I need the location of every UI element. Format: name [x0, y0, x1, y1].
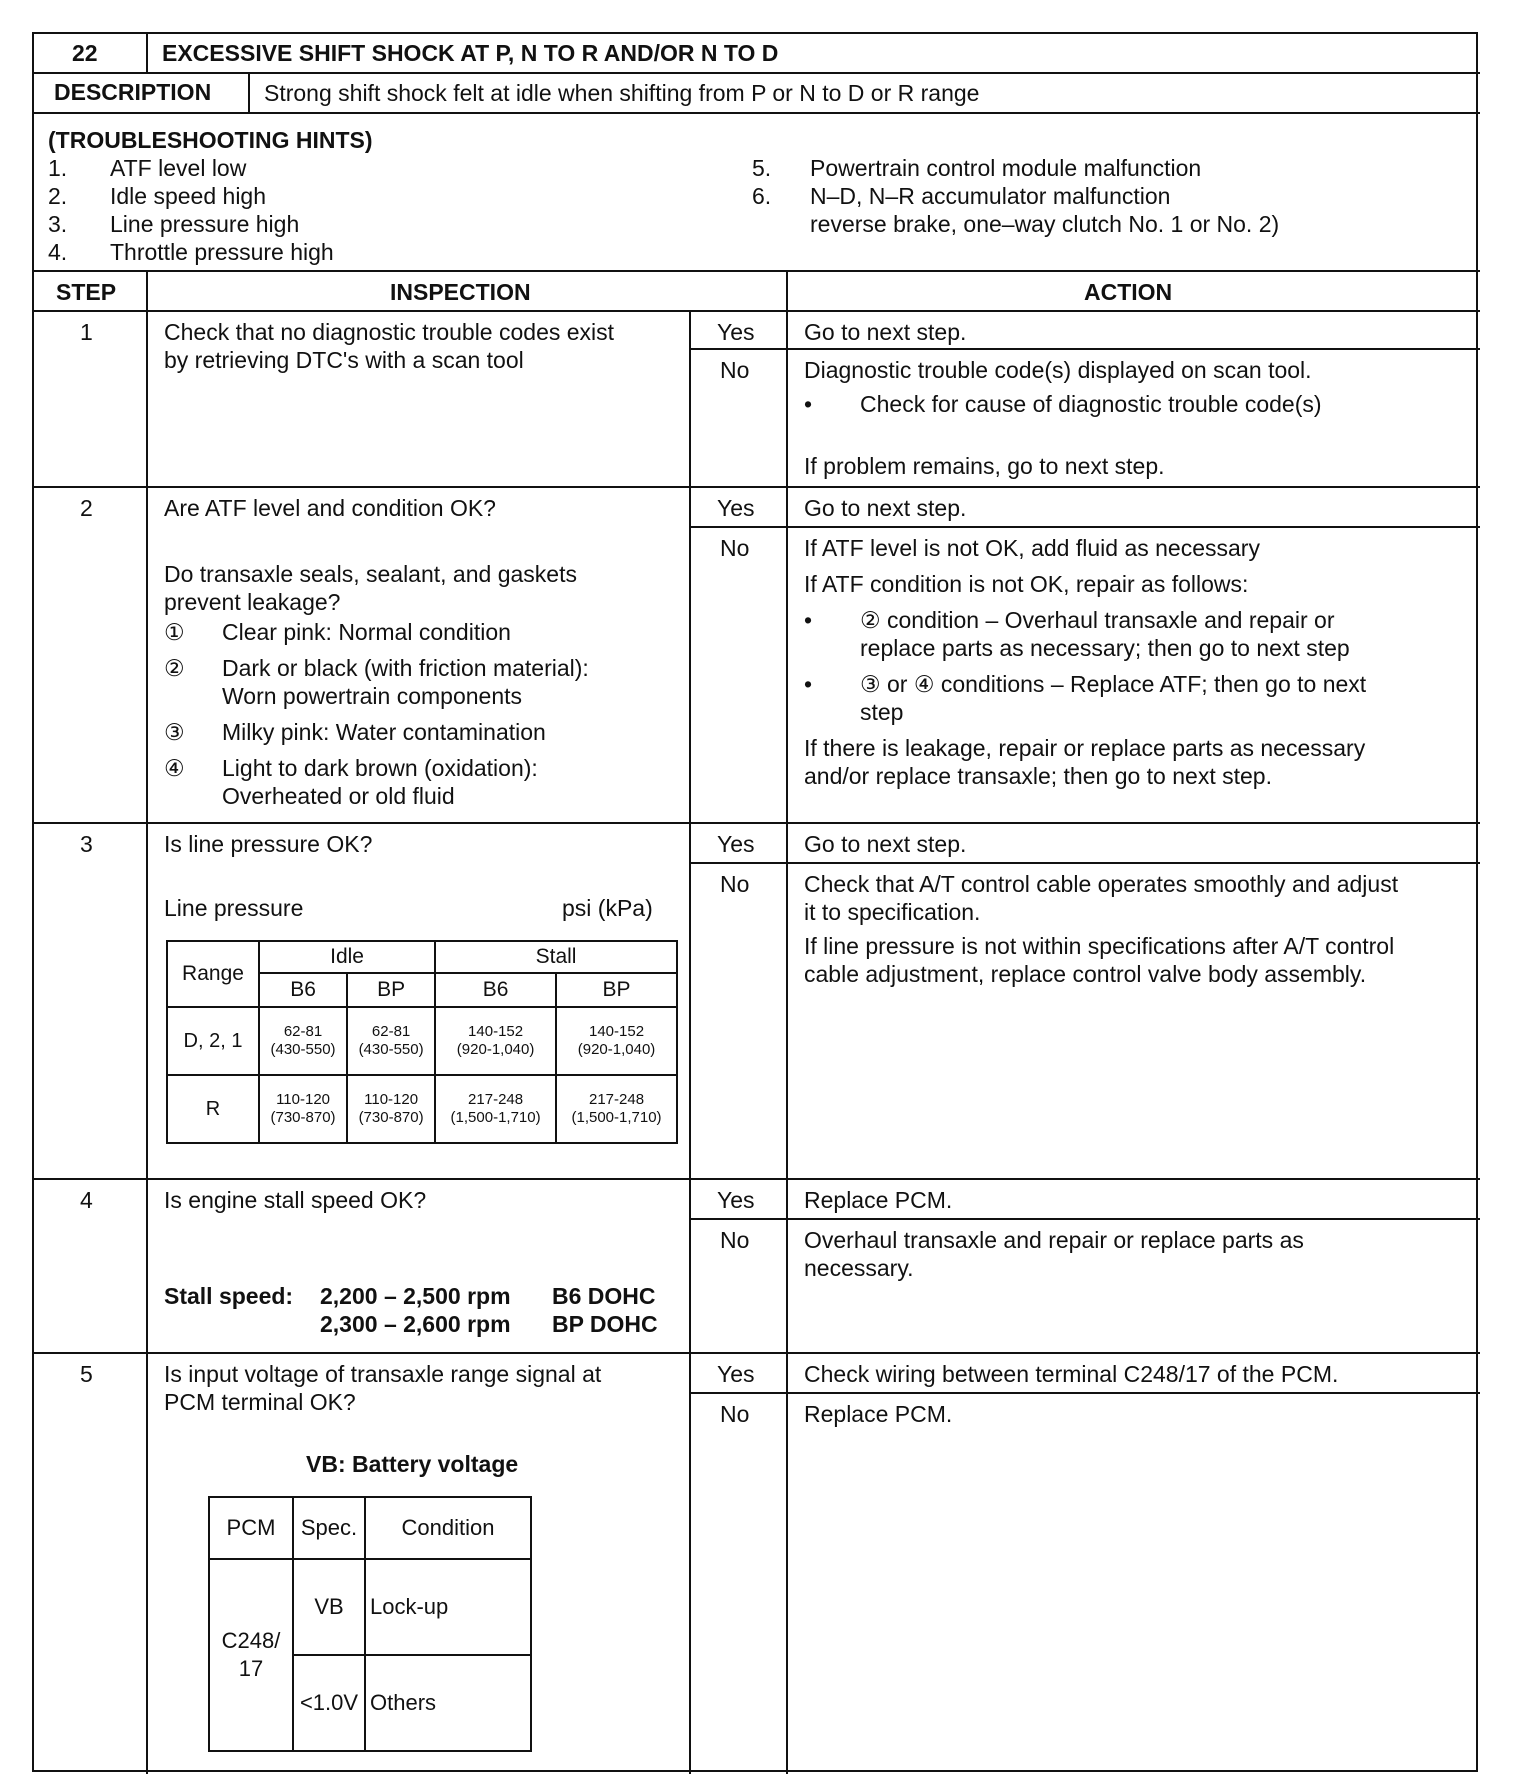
no-action: and/or replace transaxle; then go to next step. [804, 763, 1272, 789]
pressure-cell: 110-120 (730-870) [259, 1075, 347, 1143]
column-action: ACTION [1084, 279, 1173, 305]
no-action: Replace PCM. [804, 1401, 953, 1427]
no-label: No [720, 357, 750, 383]
condition-text: Clear pink: Normal condition [222, 619, 511, 645]
no-action: Overhaul transaxle and repair or replace parts as [804, 1227, 1304, 1253]
no-action: Diagnostic trouble code(s) displayed on scan tool. [804, 357, 1312, 383]
pressure-cell: 62-81 (430-550) [259, 1007, 347, 1075]
engine-label: BP DOHC [552, 1311, 658, 1337]
pressure-cell: 217-248 (1,500-1,710) [435, 1075, 556, 1143]
condition-mark: ④ [164, 755, 185, 781]
condition-text: Dark or black (with friction material): [222, 655, 589, 681]
engine-label: B6 DOHC [552, 1283, 656, 1309]
pressure-cell: 140-152 (920-1,040) [556, 1007, 677, 1075]
idle-header: Idle [259, 941, 435, 973]
hint-num: 2. [48, 183, 68, 209]
yes-label: Yes [717, 495, 755, 521]
condition-mark: ② [164, 655, 185, 681]
stall-header: Stall [435, 941, 677, 973]
no-action: Check for cause of diagnostic trouble code(s) [860, 391, 1322, 417]
divider [248, 72, 250, 112]
terminal-cell: C248/ 17 [209, 1559, 293, 1751]
no-action: ③ or ④ conditions – Replace ATF; then go to next [860, 671, 1367, 697]
step-number: 4 [80, 1187, 93, 1213]
inspection-text: Is engine stall speed OK? [164, 1187, 427, 1213]
no-label: No [720, 1227, 750, 1253]
no-action: If line pressure is not within specifications after A/T control [804, 933, 1395, 959]
stall-speed-label: Stall speed: [164, 1283, 294, 1309]
divider [34, 1178, 1480, 1180]
line-pressure-table [166, 940, 678, 1144]
divider [34, 1352, 1480, 1354]
inspection-text: Are ATF level and condition OK? [164, 495, 496, 521]
condition-mark: ① [164, 619, 185, 645]
divider [34, 270, 1480, 272]
spec-header: Spec. [293, 1497, 365, 1559]
yes-action: Go to next step. [804, 831, 967, 857]
line-pressure-label: Line pressure [164, 895, 304, 921]
hint-text: Idle speed high [110, 183, 267, 209]
problem-number: 22 [72, 40, 98, 66]
no-action: step [860, 699, 904, 725]
column-inspection: INSPECTION [390, 279, 531, 305]
inspection-text: by retrieving DTC's with a scan tool [164, 347, 524, 373]
condition-header: Condition [365, 1497, 531, 1559]
no-action: If there is leakage, repair or replace parts as necessary [804, 735, 1366, 761]
inspection-text: PCM terminal OK? [164, 1389, 356, 1415]
pcm-terminal-table [208, 1496, 532, 1752]
yes-label: Yes [717, 319, 755, 345]
yes-label: Yes [717, 1187, 755, 1213]
no-action: Check that A/T control cable operates smoothly and adjust [804, 871, 1399, 897]
inspection-text: Check that no diagnostic trouble codes exist [164, 319, 615, 345]
yes-action: Go to next step. [804, 495, 967, 521]
pressure-cell: 140-152 (920-1,040) [435, 1007, 556, 1075]
no-action: it to specification. [804, 899, 981, 925]
hint-num: 5. [752, 155, 772, 181]
description-label: DESCRIPTION [54, 79, 212, 105]
divider [786, 270, 788, 1774]
b6-header: B6 [435, 973, 556, 1007]
step-number: 3 [80, 831, 93, 857]
range-header: Range [167, 941, 259, 1007]
bp-header: BP [347, 973, 435, 1007]
no-label: No [720, 871, 750, 897]
stall-speed-value: 2,200 – 2,500 rpm [320, 1283, 511, 1309]
bullet: • [804, 671, 813, 697]
divider [34, 822, 1480, 824]
condition-text: Light to dark brown (oxidation): [222, 755, 538, 781]
range-cell: R [167, 1075, 259, 1143]
condition-text: Overheated or old fluid [222, 783, 455, 809]
no-action: If ATF level is not OK, add fluid as necessary [804, 535, 1260, 561]
divider [689, 1392, 1480, 1394]
divider [34, 486, 1480, 488]
condition-cell: Others [365, 1655, 531, 1751]
troubleshooting-sheet [32, 32, 1478, 1772]
divider [34, 310, 1480, 312]
no-action: necessary. [804, 1255, 914, 1281]
divider [146, 270, 148, 1774]
hint-text: N–D, N–R accumulator malfunction [810, 183, 1171, 209]
hint-num: 1. [48, 155, 68, 181]
description-text: Strong shift shock felt at idle when shifting from P or N to D or R range [264, 80, 980, 106]
no-label: No [720, 535, 750, 561]
inspection-text: Is input voltage of transaxle range signal at [164, 1361, 602, 1387]
hint-text: Throttle pressure high [110, 239, 334, 265]
condition-text: Worn powertrain components [222, 683, 522, 709]
condition-cell: Lock-up [365, 1559, 531, 1655]
divider [689, 526, 1480, 528]
b6-header: B6 [259, 973, 347, 1007]
pressure-cell: 62-81 (430-550) [347, 1007, 435, 1075]
condition-mark: ③ [164, 719, 185, 745]
spec-cell: <1.0V [293, 1655, 365, 1751]
pressure-unit: psi (kPa) [562, 895, 653, 921]
no-action: cable adjustment, replace control valve body assembly. [804, 961, 1367, 987]
divider [689, 310, 691, 1774]
no-label: No [720, 1401, 750, 1427]
stall-speed-value: 2,300 – 2,600 rpm [320, 1311, 511, 1337]
hint-num: 6. [752, 183, 772, 209]
inspection-text: Is line pressure OK? [164, 831, 373, 857]
no-action: replace parts as necessary; then go to next step [860, 635, 1350, 661]
battery-voltage-note: VB: Battery voltage [306, 1451, 519, 1477]
divider [34, 72, 1480, 74]
divider [689, 1218, 1480, 1220]
no-action: If problem remains, go to next step. [804, 453, 1165, 479]
inspection-text: Do transaxle seals, sealant, and gaskets [164, 561, 577, 587]
no-action: ② condition – Overhaul transaxle and repair or [860, 607, 1335, 633]
divider [34, 112, 1480, 114]
divider [146, 34, 148, 72]
step-number: 5 [80, 1361, 93, 1387]
bullet: • [804, 607, 813, 633]
step-number: 2 [80, 495, 93, 521]
yes-action: Replace PCM. [804, 1187, 953, 1213]
yes-action: Check wiring between terminal C248/17 of the PCM. [804, 1361, 1339, 1387]
pcm-header: PCM [209, 1497, 293, 1559]
yes-label: Yes [717, 1361, 755, 1387]
inspection-text: prevent leakage? [164, 589, 341, 615]
yes-action: Go to next step. [804, 319, 967, 345]
no-action: If ATF condition is not OK, repair as follows: [804, 571, 1249, 597]
problem-title: EXCESSIVE SHIFT SHOCK AT P, N TO R AND/OR N TO D [162, 40, 779, 66]
hints-heading: (TROUBLESHOOTING HINTS) [48, 127, 373, 153]
yes-label: Yes [717, 831, 755, 857]
divider [689, 862, 1480, 864]
hint-num: 3. [48, 211, 68, 237]
condition-text: Milky pink: Water contamination [222, 719, 546, 745]
step-number: 1 [80, 319, 93, 345]
bullet: • [804, 391, 813, 417]
spec-cell: VB [293, 1559, 365, 1655]
bp-header: BP [556, 973, 677, 1007]
hint-text: reverse brake, one–way clutch No. 1 or No. 2) [810, 211, 1280, 237]
hint-text: Powertrain control module malfunction [810, 155, 1202, 181]
hint-text: ATF level low [110, 155, 247, 181]
hint-text: Line pressure high [110, 211, 300, 237]
divider [689, 348, 1480, 350]
pressure-cell: 217-248 (1,500-1,710) [556, 1075, 677, 1143]
range-cell: D, 2, 1 [167, 1007, 259, 1075]
hint-num: 4. [48, 239, 68, 265]
column-step: STEP [56, 279, 117, 305]
pressure-cell: 110-120 (730-870) [347, 1075, 435, 1143]
